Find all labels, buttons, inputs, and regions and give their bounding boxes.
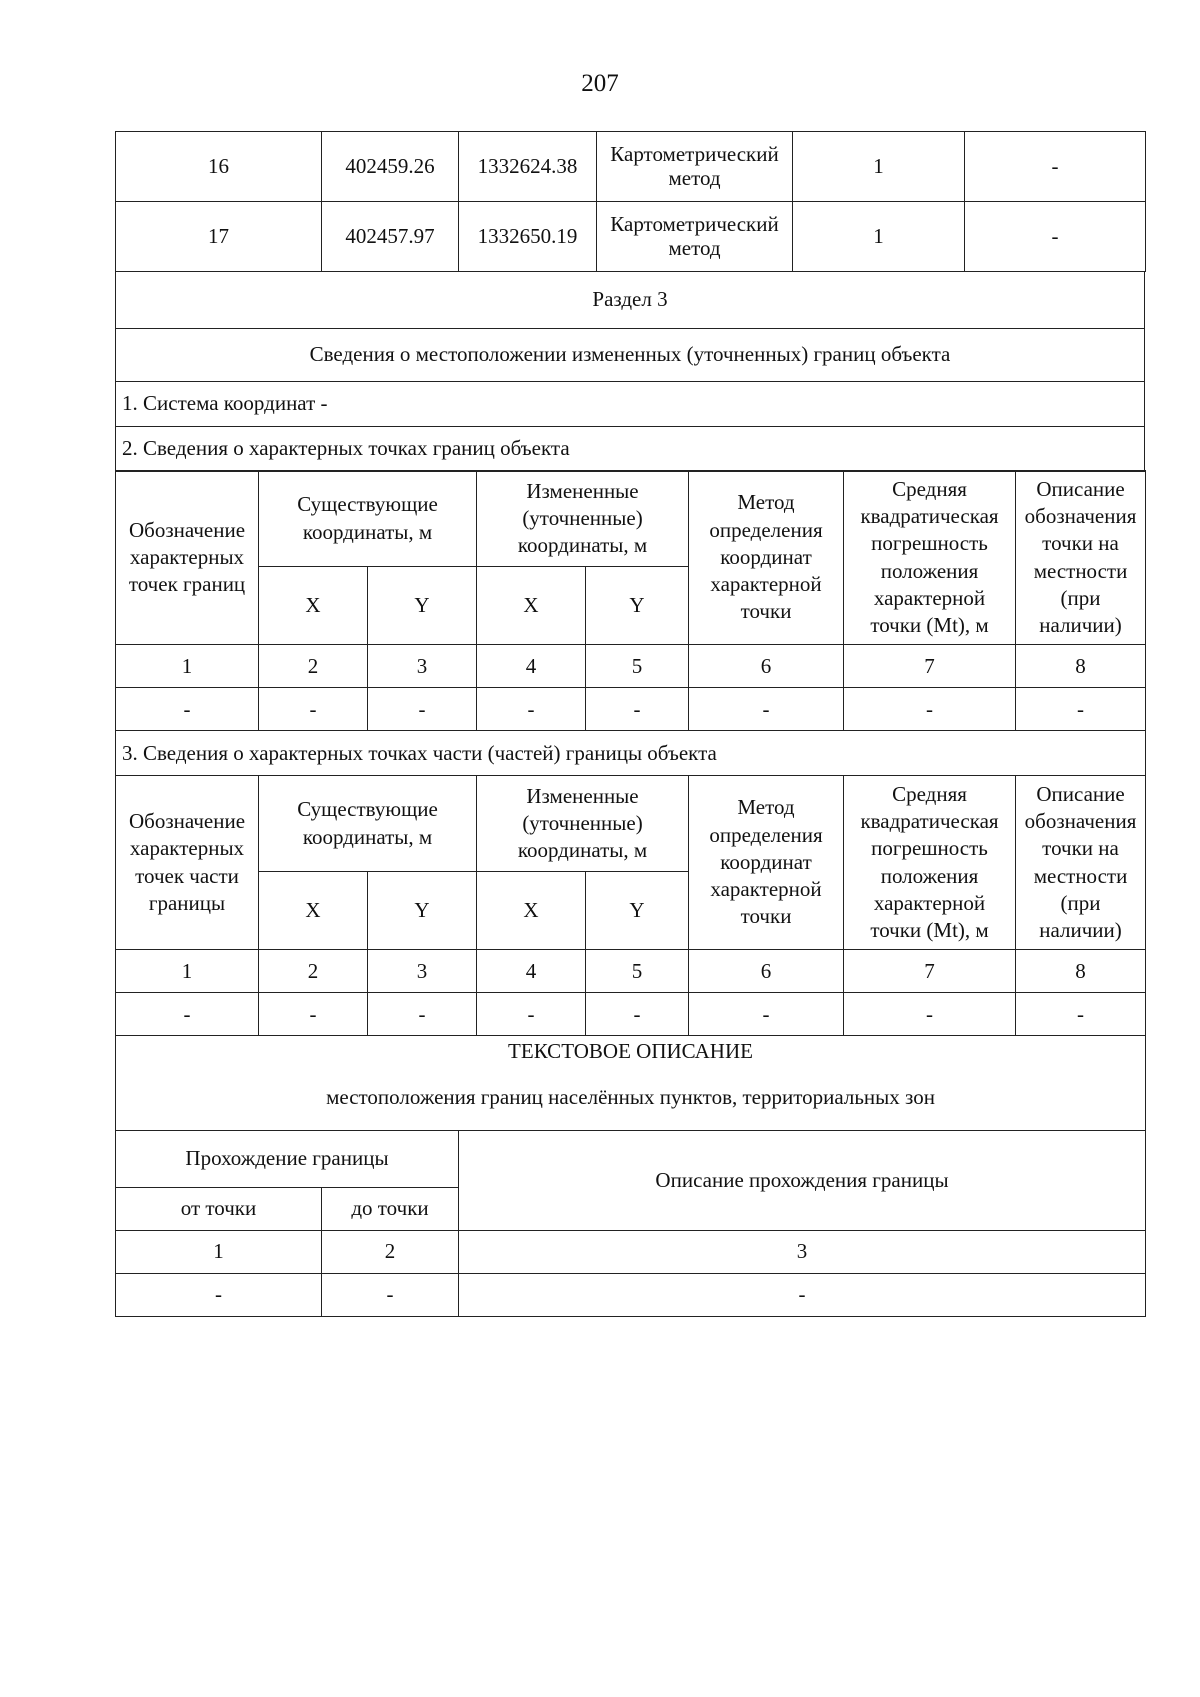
header-description: Описание обозначения точки на местности (при наличии) — [1016, 471, 1146, 645]
cell: - — [1016, 688, 1146, 731]
header-accuracy: Средняя квадратическая погрешность положения характерной точки (Mt), м — [844, 471, 1016, 645]
header-method: Метод определения координат характерной точки — [689, 776, 844, 950]
cell: - — [689, 993, 844, 1036]
parts-heading: 3. Сведения о характерных точках части (частей) границы объекта — [116, 731, 1146, 776]
table-row — [116, 1273, 1146, 1316]
boundary-points-table — [115, 470, 1146, 1036]
cell: - — [1016, 993, 1146, 1036]
page-number: 207 — [581, 70, 619, 97]
accuracy: 1 — [793, 202, 965, 272]
cell: - — [116, 1273, 322, 1316]
coord-y: 1332624.38 — [459, 132, 597, 202]
description: - — [965, 132, 1146, 202]
coord-y: 1332650.19 — [459, 202, 597, 272]
cell: - — [368, 688, 477, 731]
header-changed: Измененные (уточненные) координаты, м — [477, 776, 689, 872]
column-numbers-row — [116, 950, 1146, 993]
cell: - — [586, 688, 689, 731]
header-to-point: до точки — [322, 1187, 459, 1230]
header-designation: Обозначение характерных точек границ — [116, 471, 259, 645]
header-from-point: от точки — [116, 1187, 322, 1230]
text-description-title: ТЕКСТОВОЕ ОПИСАНИЕ — [508, 1038, 753, 1063]
coord-system: 1. Система координат - — [116, 381, 1145, 426]
header-accuracy: Средняя квадратическая погрешность положения характерной точки (Mt), м — [844, 776, 1016, 950]
col-number: 6 — [689, 950, 844, 993]
cell: - — [259, 688, 368, 731]
text-description-subtitle: местоположения границ населённых пунктов, территориальных зон — [326, 1084, 935, 1109]
col-number: 8 — [1016, 950, 1146, 993]
table-row — [116, 688, 1146, 731]
header-passage-description: Описание прохождения границы — [459, 1130, 1146, 1230]
cell: - — [368, 993, 477, 1036]
coord-x: 402459.26 — [322, 132, 459, 202]
col-number: 3 — [459, 1230, 1146, 1273]
col-number: 1 — [116, 1230, 322, 1273]
col-number: 7 — [844, 950, 1016, 993]
cell: - — [459, 1273, 1146, 1316]
cell: - — [844, 688, 1016, 731]
col-number: 3 — [368, 645, 477, 688]
col-number: 6 — [689, 645, 844, 688]
text-description-header — [116, 1035, 1146, 1130]
text-description-table — [115, 1035, 1146, 1317]
col-number: 5 — [586, 645, 689, 688]
header-x: X — [259, 567, 368, 645]
table-row — [116, 202, 1146, 272]
header-designation-part: Обозначение характерных точек части границы — [116, 776, 259, 950]
cell: - — [259, 993, 368, 1036]
cell: - — [116, 688, 259, 731]
header-y: Y — [586, 872, 689, 950]
col-number: 8 — [1016, 645, 1146, 688]
coord-x: 402457.97 — [322, 202, 459, 272]
table-row — [116, 993, 1146, 1036]
header-existing: Существующие координаты, м — [259, 471, 477, 567]
header-description: Описание обозначения точки на местности (при наличии) — [1016, 776, 1146, 950]
col-number: 5 — [586, 950, 689, 993]
points-table-continued — [115, 131, 1146, 272]
method: Картометрический метод — [597, 132, 793, 202]
section-title: Раздел 3 — [116, 271, 1145, 328]
point-number: 17 — [116, 202, 322, 272]
header-method: Метод определения координат характерной точки — [689, 471, 844, 645]
col-number: 2 — [259, 645, 368, 688]
section-3 — [115, 271, 1145, 472]
header-y: Y — [368, 872, 477, 950]
point-number: 16 — [116, 132, 322, 202]
header-existing: Существующие координаты, м — [259, 776, 477, 872]
accuracy: 1 — [793, 132, 965, 202]
points-heading: 2. Сведения о характерных точках границ объекта — [116, 426, 1145, 471]
cell: - — [116, 993, 259, 1036]
col-number: 3 — [368, 950, 477, 993]
header-changed: Измененные (уточненные) координаты, м — [477, 471, 689, 567]
header-x: X — [477, 872, 586, 950]
method: Картометрический метод — [597, 202, 793, 272]
header-passage: Прохождение границы — [116, 1130, 459, 1187]
col-number: 2 — [259, 950, 368, 993]
cell: - — [844, 993, 1016, 1036]
col-number: 7 — [844, 645, 1016, 688]
column-numbers-row — [116, 1230, 1146, 1273]
cell: - — [477, 993, 586, 1036]
header-y: Y — [368, 567, 477, 645]
cell: - — [689, 688, 844, 731]
col-number: 2 — [322, 1230, 459, 1273]
document-table — [115, 131, 1145, 1317]
col-number: 4 — [477, 950, 586, 993]
column-numbers-row — [116, 645, 1146, 688]
cell: - — [477, 688, 586, 731]
col-number: 1 — [116, 645, 259, 688]
header-x: X — [477, 567, 586, 645]
header-x: X — [259, 872, 368, 950]
cell: - — [322, 1273, 459, 1316]
header-y: Y — [586, 567, 689, 645]
cell: - — [586, 993, 689, 1036]
col-number: 4 — [477, 645, 586, 688]
col-number: 1 — [116, 950, 259, 993]
description: - — [965, 202, 1146, 272]
table-row — [116, 132, 1146, 202]
section-subtitle: Сведения о местоположении измененных (уточненных) границ объекта — [116, 328, 1145, 381]
